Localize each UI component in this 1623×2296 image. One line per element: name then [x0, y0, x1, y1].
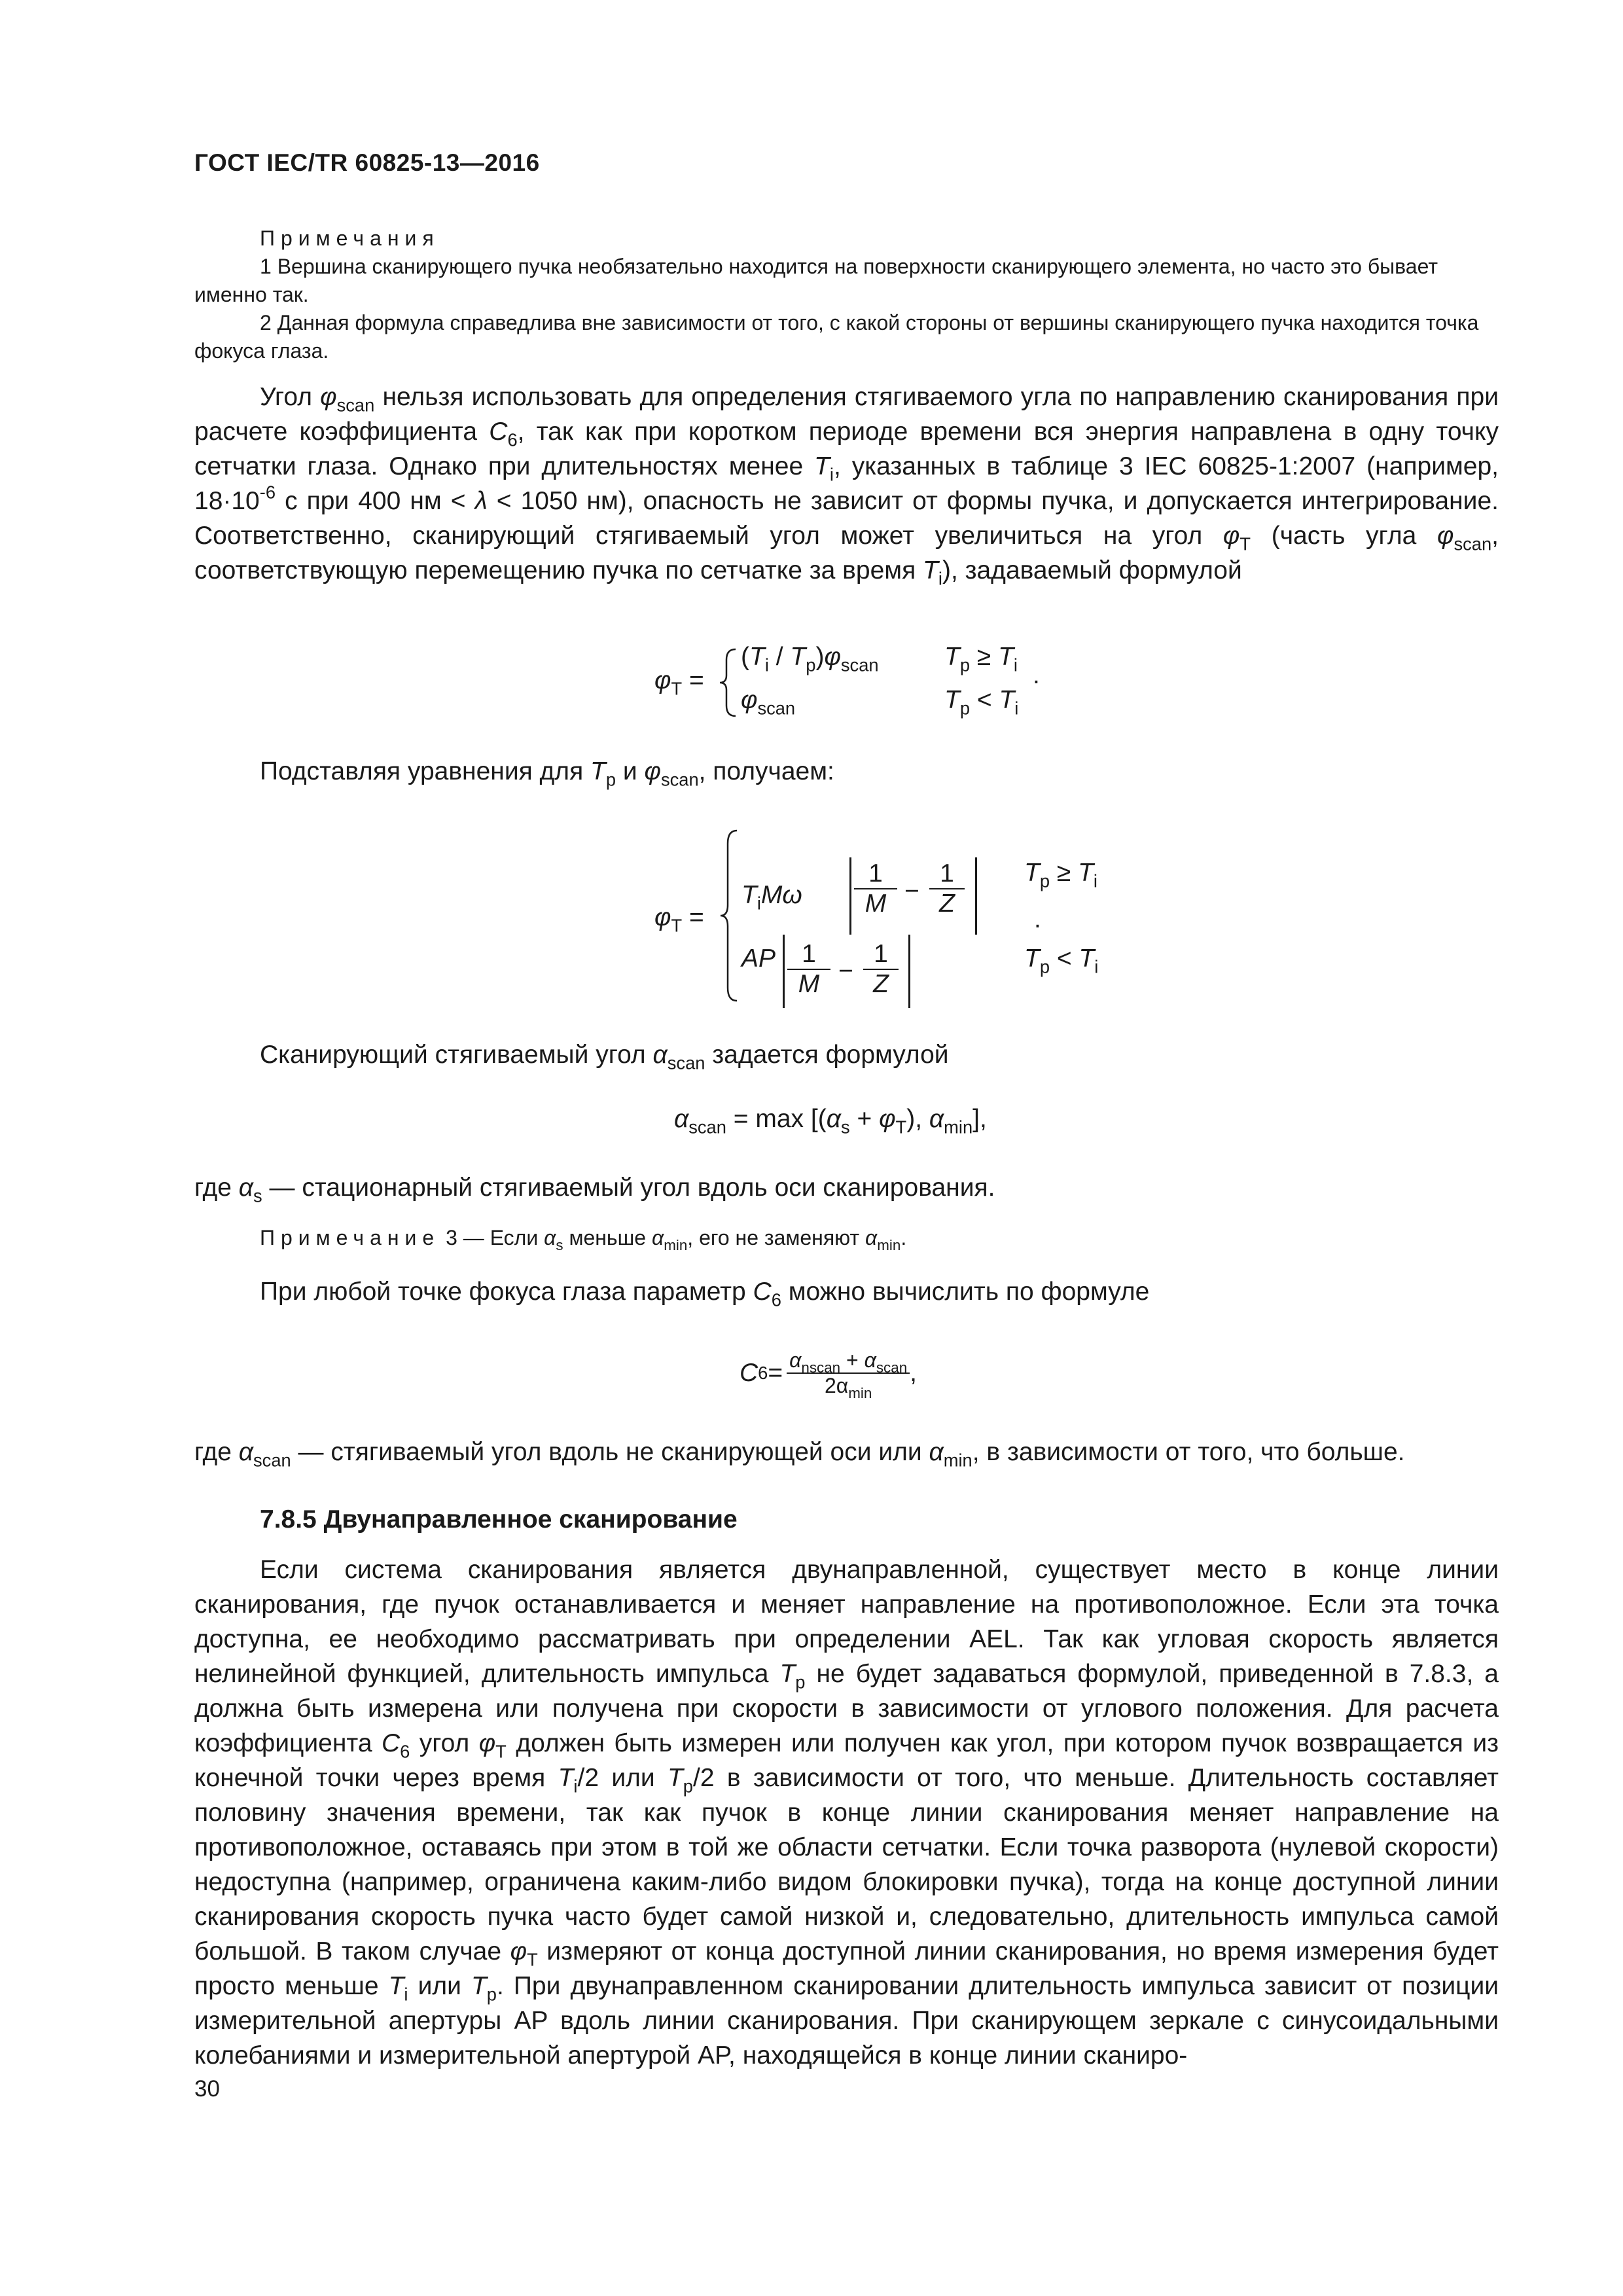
minus-sign-row2: − — [838, 957, 853, 985]
page-number: 30 — [194, 2076, 220, 2102]
paragraph-substituting: Подставляя уравнения для $T_p$ и $\varphi_{scan}$, получаем: — [260, 757, 834, 790]
equation-2-lhs: $\varphi_T$ = — [654, 903, 704, 936]
equation-2-row-1: $T_iM\omega$ — [741, 881, 802, 914]
equation-1-cond-2: $T_p < T_i$ — [944, 686, 1019, 719]
paragraph-scan-angle: Угол $\varphi_{scan}$ нельзя использовать для определения стягиваемого угла по направлению сканирования при расчете коэффициента $C_6$, так как при коротком периоде времени вся энергия направлена в одну точку сетчатки глаза. Однако при длительностях менее $T_i$, указанных в таблице 3 IEC 60825-1:2007 (например, $18\cdot 10^{-6}$ с при 400 нм < λ < 1050 нм), опасность не зависит от формы пучка, и допускается интегрирование. Соответственно, сканирующий стягиваемый угол может увеличиться на угол $\varphi_T$ (часть угла $\varphi_{scan}$, соответствующую перемещению пучка по сетчатке за время $T_i$), задаваемый формулой — [194, 383, 1499, 589]
fraction-1-over-M-row2: 1 M — [787, 940, 830, 999]
equation-brace-2 — [719, 828, 740, 1005]
minus-sign-row1: − — [904, 877, 919, 905]
fraction-1-over-Z-row1: 1 Z — [929, 859, 965, 918]
abs-bar-right-1 — [975, 857, 977, 935]
paragraph-bidirectional: Если система сканирования является двунаправленной, существует место в конце линии сканирования, где пучок останавливается и меняет направление на противоположное. Если эта точка доступна, ее необходимо рассматривать при определении AEL. Так как угловая скорость является нелинейной функцией, длительность импульса $T_p$ не будет задаваться формулой, приведенной в 7.8.3, а должна быть измерена или получена при скорости в зависимости от углового положения. Для расчета коэффициента $C_6$ угол $\varphi_T$ должен быть измерен или получен как угол, при котором пучок возвращается из конечной точки через время $T_i/2$ или $T_p/2$ в зависимости от того, что меньше. Длительность составляет половину значения времени, так как пучок в конце линии сканирования меняет направление на противоположное, оставаясь при этом в той же области сетчатки. Если точка разворота (нулевой скорости) недоступна (например, ограничена каким-либо видом блокировки пучка), тогда на конце доступной линии сканирования скорость пучка часто будет самой низкой и, следовательно, длительность импульса самой большой. В таком случае $\varphi_T$ измеряют от конца доступной линии сканирования, но время измерения будет просто меньше $T_i$ или $T_p$. При двунаправленном сканировании длительность импульса зависит от позиции измерительной апертуры AP вдоль линии сканирования. При сканирующем зеркале с синусоидальными колебаниями и измерительной апертурой AP, находящейся в конце линии сканиро- — [194, 1556, 1499, 2070]
note-2: 2 Данная формула справедлива вне зависимости от того, с какой стороны от вершины сканирующего пучка находится точка фокуса глаза. — [194, 311, 1479, 363]
notes-block — [194, 224, 1499, 365]
fraction-1-over-M-row1: 1 M — [854, 859, 897, 918]
equation-phi-T-lhs: $\varphi_T$ = — [654, 666, 704, 699]
document-header: ГОСТ IEC/TR 60825-13—2016 — [194, 149, 540, 176]
fraction-c6: $\frac{\alpha_{nscan} + \alpha_{scan}}{2\alpha_{min}}$ — [787, 1348, 910, 1398]
note-3: Примечание 3 — Если $\alpha_s$ меньше $\alpha_{min}$, его не заменяют $\alpha_{min}$. — [260, 1226, 907, 1253]
equation-2-cond-1: $T_p \ge T_i$ — [1024, 859, 1097, 891]
paragraph-where-alpha-s: где $\alpha_s$ — стационарный стягиваемый угол вдоль оси сканирования. — [194, 1174, 995, 1206]
equation-2-row-2: AP — [741, 944, 776, 973]
equation-1-cond-1: $T_p \ge T_i$ — [944, 643, 1018, 675]
abs-bar-left-1 — [849, 857, 851, 935]
abs-bar-right-2 — [908, 935, 910, 1008]
equation-alpha-scan: $\alpha_{scan} = \max [(\alpha_s + \varphi_T)$, $\alpha_{min}$], — [674, 1105, 987, 1138]
abs-bar-left-2 — [783, 935, 785, 1008]
paragraph-alpha-scan: Сканирующий стягиваемый угол $\alpha_{scan}$ задается формулой — [260, 1041, 949, 1073]
equation-c6: C 6 = $\frac{\alpha_{nscan} + \alpha_{scan}}{2\alpha_{min}}$ , — [740, 1348, 917, 1401]
section-heading: 7.8.5 Двунаправленное сканирование — [260, 1505, 738, 1534]
paragraph-c6-formula: При любой точке фокуса глаза параметр $C_6$ можно вычислить по формуле — [260, 1278, 1150, 1310]
paragraph-where-alpha-scan: где $\alpha_{scan}$ — стягиваемый угол вдоль не сканирующей оси или $\alpha_{min}$, в зависимости от того, что больше. — [194, 1438, 1405, 1471]
equation-brace-1 — [719, 647, 738, 719]
equation-1-row-2: $\varphi_{scan}$ — [741, 686, 796, 719]
equation-1-row-1: $(T_i / T_p)\varphi_{scan}$ — [741, 643, 879, 675]
fraction-1-over-Z-row2: 1 Z — [863, 940, 899, 999]
notes-heading: Примечания — [260, 226, 440, 250]
note-1: 1 Вершина сканирующего пучка необязательно находится на поверхности сканирующего элемента, но часто это бывает именно так. — [194, 255, 1438, 306]
equation-2-period: . — [1034, 905, 1041, 933]
equation-2-cond-2: $T_p < T_i$ — [1024, 944, 1099, 977]
equation-1-period: . — [1033, 661, 1040, 689]
